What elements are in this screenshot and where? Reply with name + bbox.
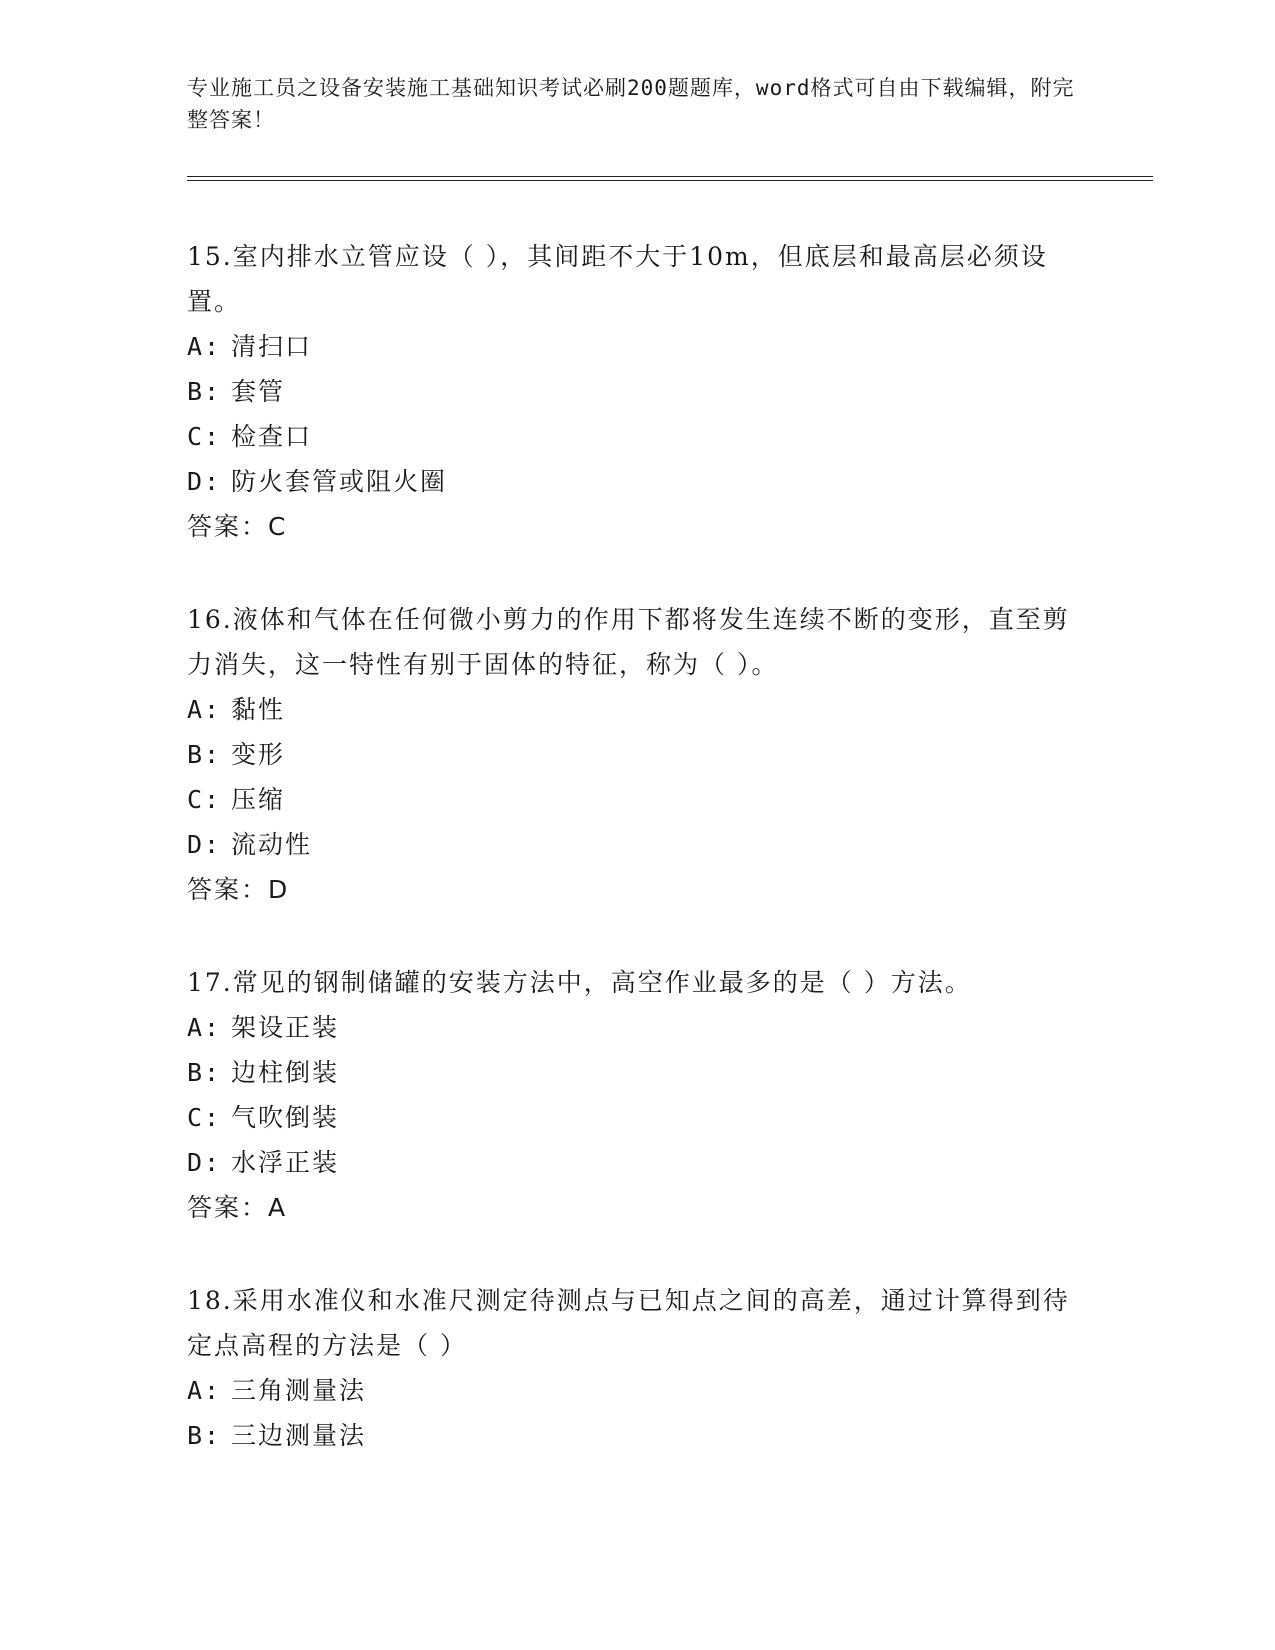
option-key: C:: [187, 785, 222, 814]
answer: 答案：D: [187, 875, 290, 904]
question-16: [187, 597, 1087, 912]
option-d: [187, 822, 1087, 867]
option-key: D:: [187, 1148, 222, 1177]
question-list: [187, 234, 1087, 1506]
option-text: 变形: [231, 740, 286, 769]
option-text: 气吹倒装: [231, 1103, 340, 1132]
question-text: 15.室内排水立管应设（ ），其间距不大于10m，但底层和最高层必须设置。: [187, 242, 1048, 316]
option-text: 流动性: [231, 830, 313, 859]
option-key: A:: [187, 332, 222, 361]
option-b: [187, 369, 1087, 414]
option-b: [187, 1050, 1087, 1095]
option-c: [187, 777, 1087, 822]
option-c: [187, 1095, 1087, 1140]
option-text: 防火套管或阻火圈: [231, 467, 448, 496]
option-key: B:: [187, 377, 222, 406]
option-text: 清扫口: [231, 332, 313, 361]
option-text: 检查口: [231, 422, 313, 451]
option-key: A:: [187, 1013, 222, 1042]
option-b: [187, 1413, 1087, 1458]
document-header: 专业施工员之设备安装施工基础知识考试必刷200题题库，word格式可自由下载编辑，附完整答案！: [187, 76, 1075, 132]
option-key: A:: [187, 1376, 222, 1405]
question-text: 17.常见的钢制储罐的安装方法中，高空作业最多的是（ ）方法。: [187, 968, 972, 997]
question-15: [187, 234, 1087, 549]
question-17: [187, 960, 1087, 1230]
option-text: 黏性: [231, 695, 286, 724]
option-a: [187, 687, 1087, 732]
option-d: [187, 1140, 1087, 1185]
option-text: 三边测量法: [231, 1421, 367, 1450]
answer: 答案：A: [187, 1193, 288, 1222]
header-divider: [187, 180, 1153, 181]
option-text: 水浮正装: [231, 1148, 340, 1177]
option-key: B:: [187, 1421, 222, 1450]
question-text: 18.采用水准仪和水准尺测定待测点与已知点之间的高差，通过计算得到待定点高程的方法是（ ）: [187, 1286, 1070, 1360]
option-d: [187, 459, 1087, 504]
header-divider: [187, 176, 1153, 177]
option-key: B:: [187, 740, 222, 769]
option-text: 套管: [231, 377, 286, 406]
option-c: [187, 414, 1087, 459]
option-key: D:: [187, 467, 222, 496]
option-text: 架设正装: [231, 1013, 340, 1042]
question-text: 16.液体和气体在任何微小剪力的作用下都将发生连续不断的变形，直至剪力消失，这一特性有别于固体的特征，称为（ ）。: [187, 605, 1070, 679]
answer: 答案：C: [187, 512, 288, 541]
option-text: 压缩: [231, 785, 286, 814]
option-text: 三角测量法: [231, 1376, 367, 1405]
option-key: C:: [187, 1103, 222, 1132]
option-a: [187, 1368, 1087, 1413]
option-key: A:: [187, 695, 222, 724]
option-key: C:: [187, 422, 222, 451]
option-b: [187, 732, 1087, 777]
option-a: [187, 324, 1087, 369]
question-18: [187, 1278, 1087, 1458]
option-text: 边柱倒装: [231, 1058, 340, 1087]
option-a: [187, 1005, 1087, 1050]
option-key: D:: [187, 830, 222, 859]
option-key: B:: [187, 1058, 222, 1087]
